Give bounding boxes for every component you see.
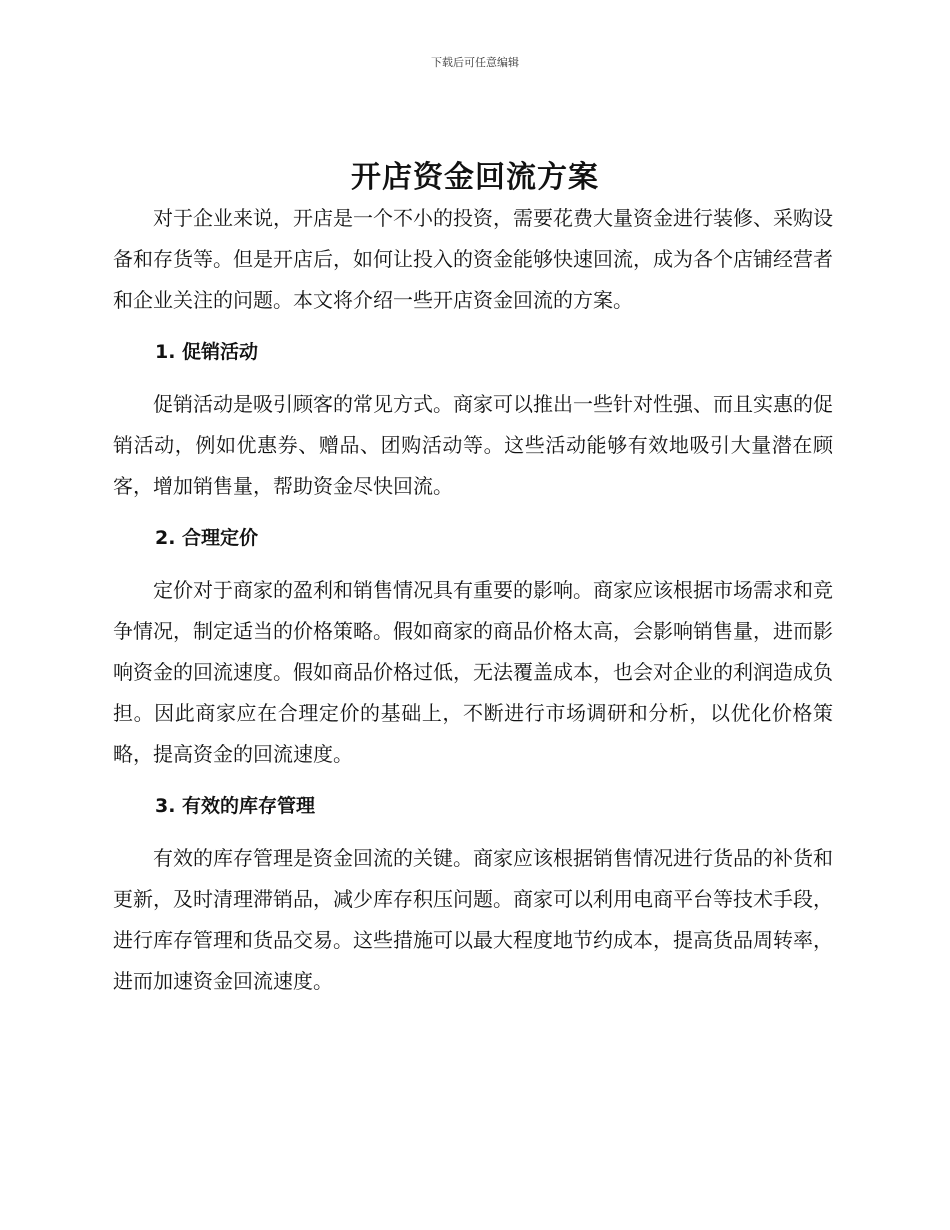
header-note: 下载后可任意编辑 [431,56,519,69]
document-body [113,198,833,1002]
section-heading-inventory: 3. 有效的库存管理 [155,795,316,817]
section-text-promotion: 促销活动是吸引顾客的常见方式。商家可以推出一些针对性强、而且实惠的促销活动，例如优惠券、赠品、团购活动等。这些活动能够有效地吸引大量潜在顾客，增加销售量，帮助资金尽快回流。 [113,392,833,498]
intro-paragraph: 对于企业来说，开店是一个不小的投资，需要花费大量资金进行装修、采购设备和存货等。但是开店后，如何让投入的资金能够快速回流，成为各个店铺经营者和企业关注的问题。本文将介绍一些开店资金回流的方案。 [113,206,833,312]
section-heading-promotion: 1. 促销活动 [155,341,259,363]
document-title: 开店资金回流方案 [351,160,599,195]
section-heading-pricing: 2. 合理定价 [155,527,259,549]
section-text-pricing: 定价对于商家的盈利和销售情况具有重要的影响。商家应该根据市场需求和竞争情况，制定适当的价格策略。假如商家的商品价格太高，会影响销售量，进而影响资金的回流速度。假如商品价格过低，无法覆盖成本，也会对企业的利润造成负担。因此商家应在合理定价的基础上，不断进行市场调研和分析，以优化价格策略，提高资金的回流速度。 [113,578,833,766]
section-text-inventory: 有效的库存管理是资金回流的关键。商家应该根据销售情况进行货品的补货和更新，及时清理滞销品，减少库存积压问题。商家可以利用电商平台等技术手段，进行库存管理和货品交易。这些措施可以最大程度地节约成本，提高货品周转率，进而加速资金回流速度。 [113,846,833,993]
